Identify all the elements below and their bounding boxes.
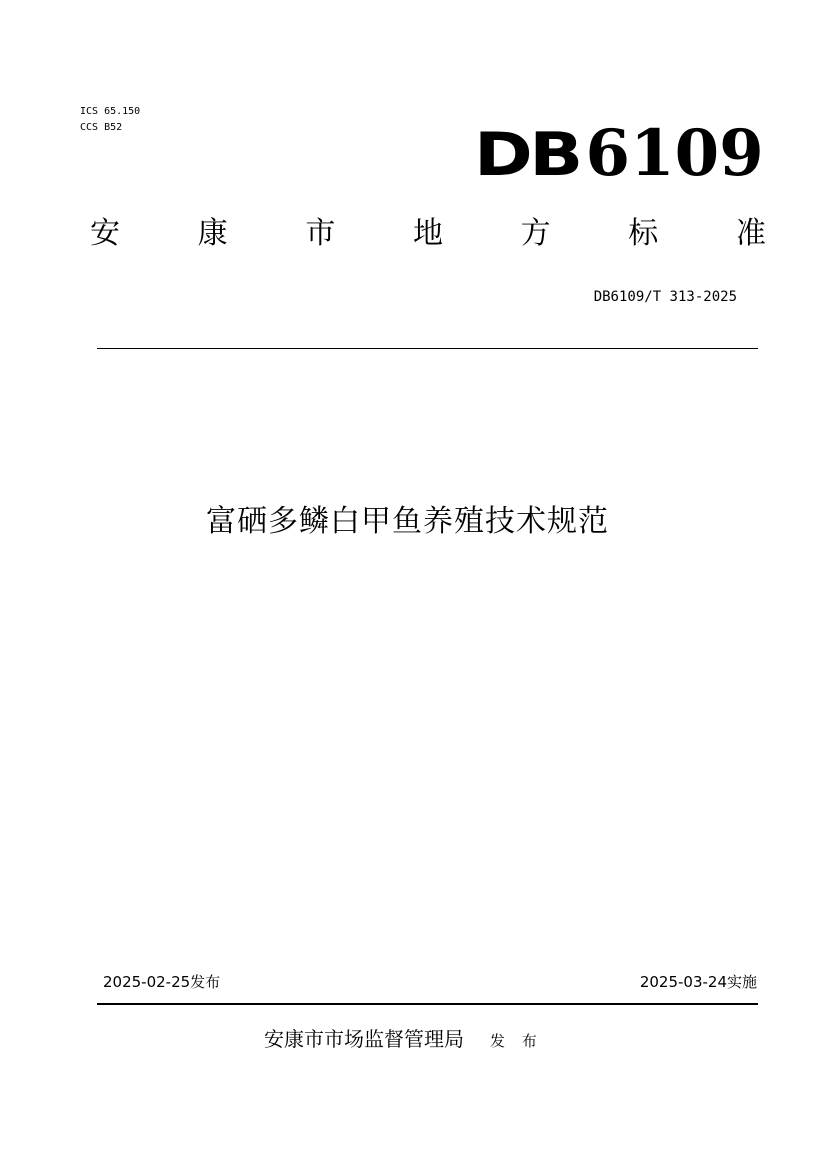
issue-date: 2025-02-25发布: [103, 973, 221, 991]
ccs-code: CCS B52: [80, 122, 123, 133]
db-prefix: DB: [474, 120, 580, 190]
heading-char: 地: [412, 216, 443, 251]
bottom-divider: [97, 1003, 758, 1005]
ics-code: ICS 65.150: [80, 106, 141, 117]
classification-codes: [80, 104, 140, 136]
region-code: 6109: [585, 116, 764, 191]
heading-char: 方: [520, 216, 551, 251]
heading-char: 康: [197, 216, 228, 251]
implementation-date: 2025-03-24实施: [639, 973, 757, 991]
standard-number: DB6109/T 313-2025: [593, 289, 737, 305]
standard-mark: [474, 116, 764, 191]
top-divider: [97, 348, 758, 349]
standard-type-heading: [90, 214, 766, 254]
publish-label: 发 布: [490, 1032, 543, 1050]
publisher-line: [264, 1026, 543, 1054]
db-logo: [474, 120, 580, 190]
publisher-name: 安康市市场监督管理局: [264, 1027, 464, 1051]
heading-char: 市: [305, 216, 336, 251]
document-title: 富硒多鳞白甲鱼养殖技术规范: [206, 504, 609, 539]
heading-char: 安: [90, 216, 120, 251]
heading-char: 标: [628, 216, 659, 251]
heading-char: 准: [735, 216, 766, 251]
